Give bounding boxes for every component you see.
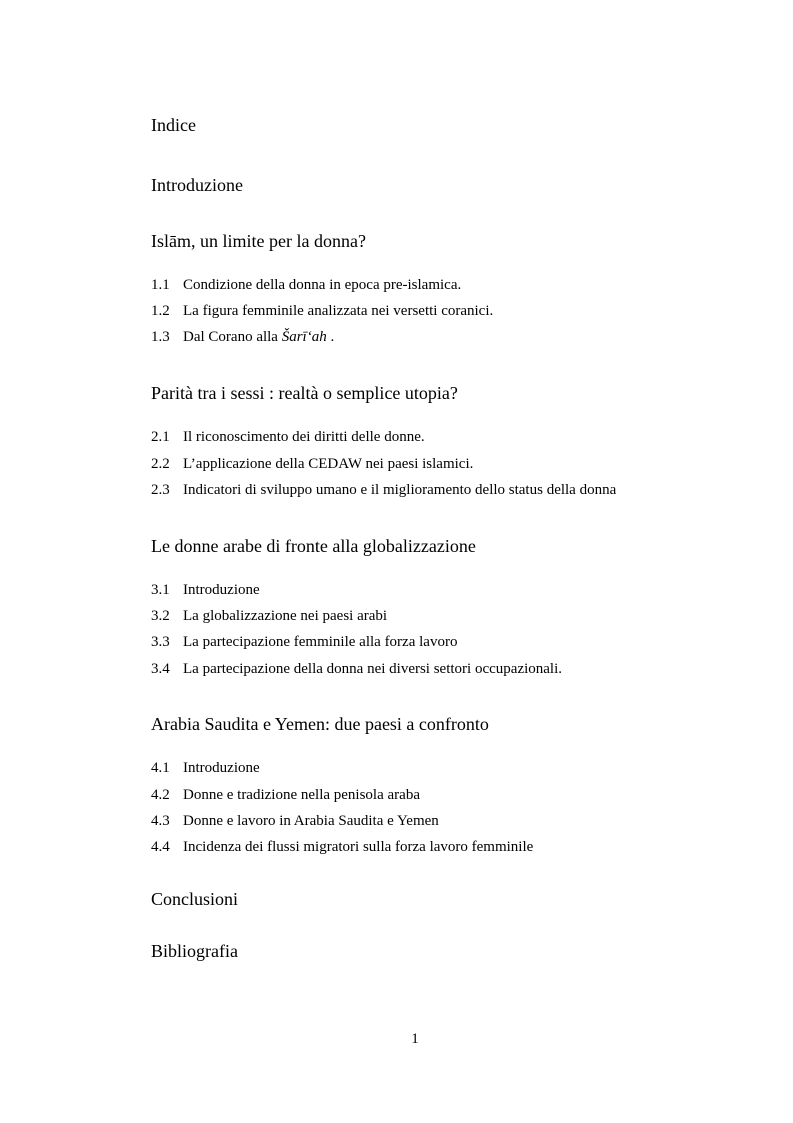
toc-entry-number: 4.1 xyxy=(151,760,170,776)
toc-entry-title: La partecipazione della donna nei diversi settori occupazionali. xyxy=(183,661,563,677)
toc-entry-title: Condizione della donna in epoca pre-islamica. xyxy=(183,277,462,293)
toc-entry-1-3 xyxy=(151,328,334,346)
toc-entry-title: Introduzione xyxy=(183,582,260,598)
heading-indice: Indice xyxy=(151,115,196,135)
heading-conclusioni: Conclusioni xyxy=(151,889,239,909)
toc-entry-title: Donne e lavoro in Arabia Saudita e Yemen xyxy=(183,813,439,829)
toc-entry-number: 3.2 xyxy=(151,608,170,624)
toc-entry-number: 3.1 xyxy=(151,582,170,598)
page-number: 1 xyxy=(411,1031,419,1047)
toc-entry-2-1 xyxy=(151,428,425,446)
toc-entry-number: 2.2 xyxy=(151,456,170,472)
heading-chapter-4: Arabia Saudita e Yemen: due paesi a confronto xyxy=(151,714,489,734)
toc-entry-2-2 xyxy=(151,455,473,473)
toc-entry-number: 3.3 xyxy=(151,634,170,650)
toc-entry-title: Donne e tradizione nella penisola araba xyxy=(183,787,420,803)
toc-entry-1-2 xyxy=(151,302,493,320)
toc-entry-number: 1.1 xyxy=(151,277,170,293)
toc-entry-3-3 xyxy=(151,633,457,651)
toc-entry-title-suffix: . xyxy=(326,329,335,345)
toc-entry-title: La globalizzazione nei paesi arabi xyxy=(183,608,388,624)
toc-entry-3-1 xyxy=(151,581,260,599)
toc-entry-title-prefix: Dal Corano alla xyxy=(183,329,282,345)
toc-entry-number: 4.2 xyxy=(151,787,170,803)
toc-entry-4-2 xyxy=(151,786,420,804)
toc-entry-title: Introduzione xyxy=(183,760,260,776)
toc-entry-3-4 xyxy=(151,660,562,678)
toc-entry-number: 1.2 xyxy=(151,303,170,319)
heading-chapter-1: Islām, un limite per la donna? xyxy=(151,231,366,251)
toc-entry-2-3 xyxy=(151,481,616,499)
heading-chapter-3: Le donne arabe di fronte alla globalizzazione xyxy=(151,536,476,556)
heading-introduzione: Introduzione xyxy=(151,175,243,195)
toc-entry-number: 2.1 xyxy=(151,429,170,445)
toc-entry-1-1 xyxy=(151,276,461,294)
toc-entry-4-4 xyxy=(151,838,533,856)
toc-entry-title-italic: Šarī‘ah xyxy=(281,329,327,345)
toc-entry-number: 4.4 xyxy=(151,839,170,855)
heading-bibliografia: Bibliografia xyxy=(151,941,238,961)
toc-entry-title: La partecipazione femminile alla forza lavoro xyxy=(183,634,458,650)
toc-entry-4-1 xyxy=(151,759,260,777)
toc-entry-title: Incidenza dei flussi migratori sulla forza lavoro femminile xyxy=(183,839,534,855)
heading-chapter-2: Parità tra i sessi : realtà o semplice utopia? xyxy=(151,383,458,403)
toc-entry-title: L’applicazione della CEDAW nei paesi islamici. xyxy=(183,456,474,472)
toc-entry-title: Indicatori di sviluppo umano e il miglioramento dello status della donna xyxy=(183,482,617,498)
toc-entry-4-3 xyxy=(151,812,439,830)
toc-entry-title: Il riconoscimento dei diritti delle donne. xyxy=(183,429,425,445)
toc-entry-number: 1.3 xyxy=(151,329,170,345)
toc-entry-title: La figura femminile analizzata nei versetti coranici. xyxy=(183,303,494,319)
toc-entry-number: 2.3 xyxy=(151,482,170,498)
toc-entry-number: 4.3 xyxy=(151,813,170,829)
toc-entry-3-2 xyxy=(151,607,387,625)
toc-entry-title xyxy=(183,329,334,345)
toc-entry-number: 3.4 xyxy=(151,661,170,677)
